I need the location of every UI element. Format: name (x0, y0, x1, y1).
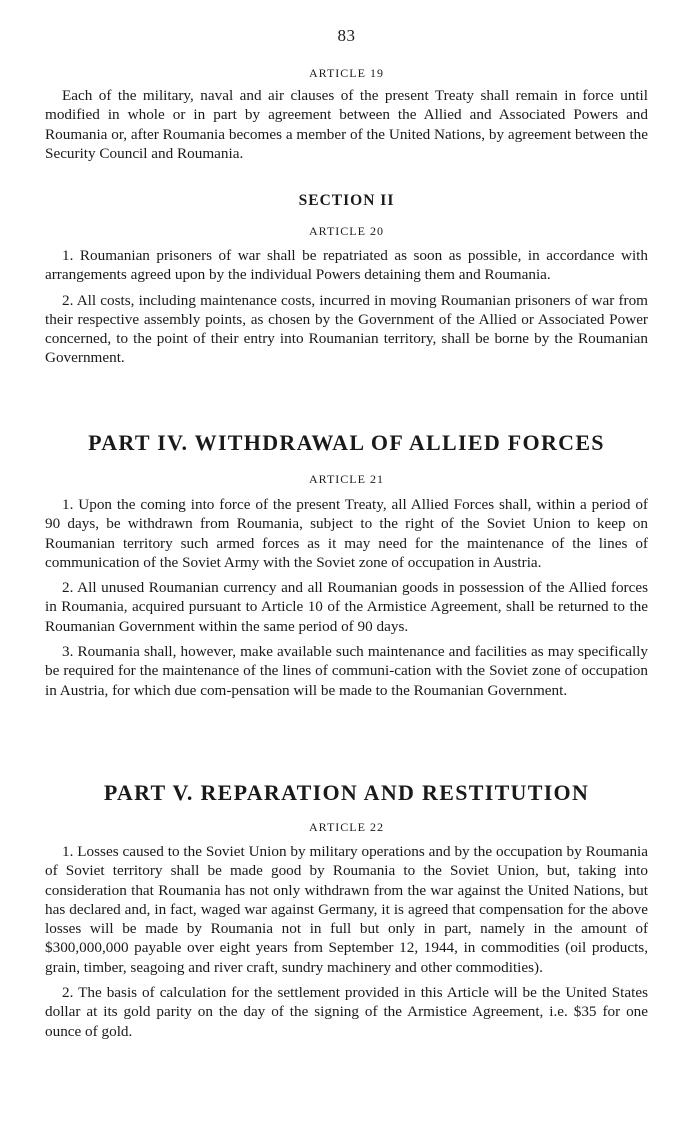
paragraph: 2. All unused Roumanian currency and all Roumanian goods in possession of the Allied forces in Roumania, acquired pursuant to Article 10 of the Armistice Agreement, shall be returned to the Roumanian Government within the same period of 90 days. (45, 579, 648, 635)
article-heading: ARTICLE 21 (309, 472, 384, 486)
paragraph: 1. Upon the coming into force of the present Treaty, all Allied Forces shall, within a period of 90 days, be withdrawn from Roumania, subject to the right of the Soviet Union to keep on Roumanian territory such armed forces as it may need for the maintenance of the lines of communication of the Soviet Army with the Soviet zone of occupation in Austria. (45, 496, 648, 571)
paragraph: 2. The basis of calculation for the settlement provided in this Article will be the United States dollar at its gold parity on the day of the signing of the Armistice Agreement, i.e. $35 for one ounce of gold. (45, 984, 648, 1040)
paragraph: 1. Roumanian prisoners of war shall be repatriated as soon as possible, in accordance with arrangements agreed upon by the individual Powers detaining them and Roumania. (45, 247, 648, 284)
part-heading: PART V. REPARATION AND RESTITUTION (103, 780, 590, 805)
article-heading: ARTICLE 20 (309, 224, 384, 238)
section-2 (45, 192, 648, 210)
section-heading: SECTION II (298, 192, 395, 209)
paragraph: 2. All costs, including maintenance costs, incurred in moving Roumanian prisoners of war from their respective assembly points, as chosen by the Government of the Allied or Associated Power concerned, to the point of their entry into Roumanian territory, shall be borne by the Roumanian Government. (45, 291, 648, 367)
article-22 (45, 820, 648, 1041)
article-20 (45, 224, 648, 368)
article-heading: ARTICLE 19 (309, 66, 384, 80)
paragraph: Each of the military, naval and air clauses of the present Treaty shall remain in force until modified in whole or in part by agreement between the Allied and Associated Powers and Roumania or, after Roumania becomes a member of the United Nations, by agreement between the Security Council and Roumania. (45, 87, 648, 162)
paragraph: 1. Losses caused to the Soviet Union by military operations and by the occupation by Roumania of Soviet territory shall be made good by Roumania to the Soviet Union, but, taking into consideration that Roumania has not only withdrawn from the war against the United Nations, but has declared and, in fact, waged war against Germany, it is agreed that compensation for the above losses will be made by Roumania not in full but only in part, namely in the amount of $300,000,000 payable over eight years from September 12, 1944, in commodities (oil products, grain, timber, seagoing and river craft, sundry machinery and other commodities). (45, 843, 648, 976)
article-19 (45, 66, 648, 163)
part-4 (45, 430, 648, 456)
page-number: 83 (337, 26, 356, 45)
part-heading: PART IV. WITHDRAWAL OF ALLIED FORCES (88, 430, 605, 455)
article-21 (45, 472, 648, 700)
part-5 (45, 780, 648, 806)
paragraph: 3. Roumania shall, however, make available such maintenance and facilities as may specifically be required for the maintenance of the lines of communi-cation with the Soviet zone of occupation in Austria, for which due com-pensation will be made to the Roumanian Government. (45, 643, 648, 699)
article-heading: ARTICLE 22 (309, 820, 384, 834)
